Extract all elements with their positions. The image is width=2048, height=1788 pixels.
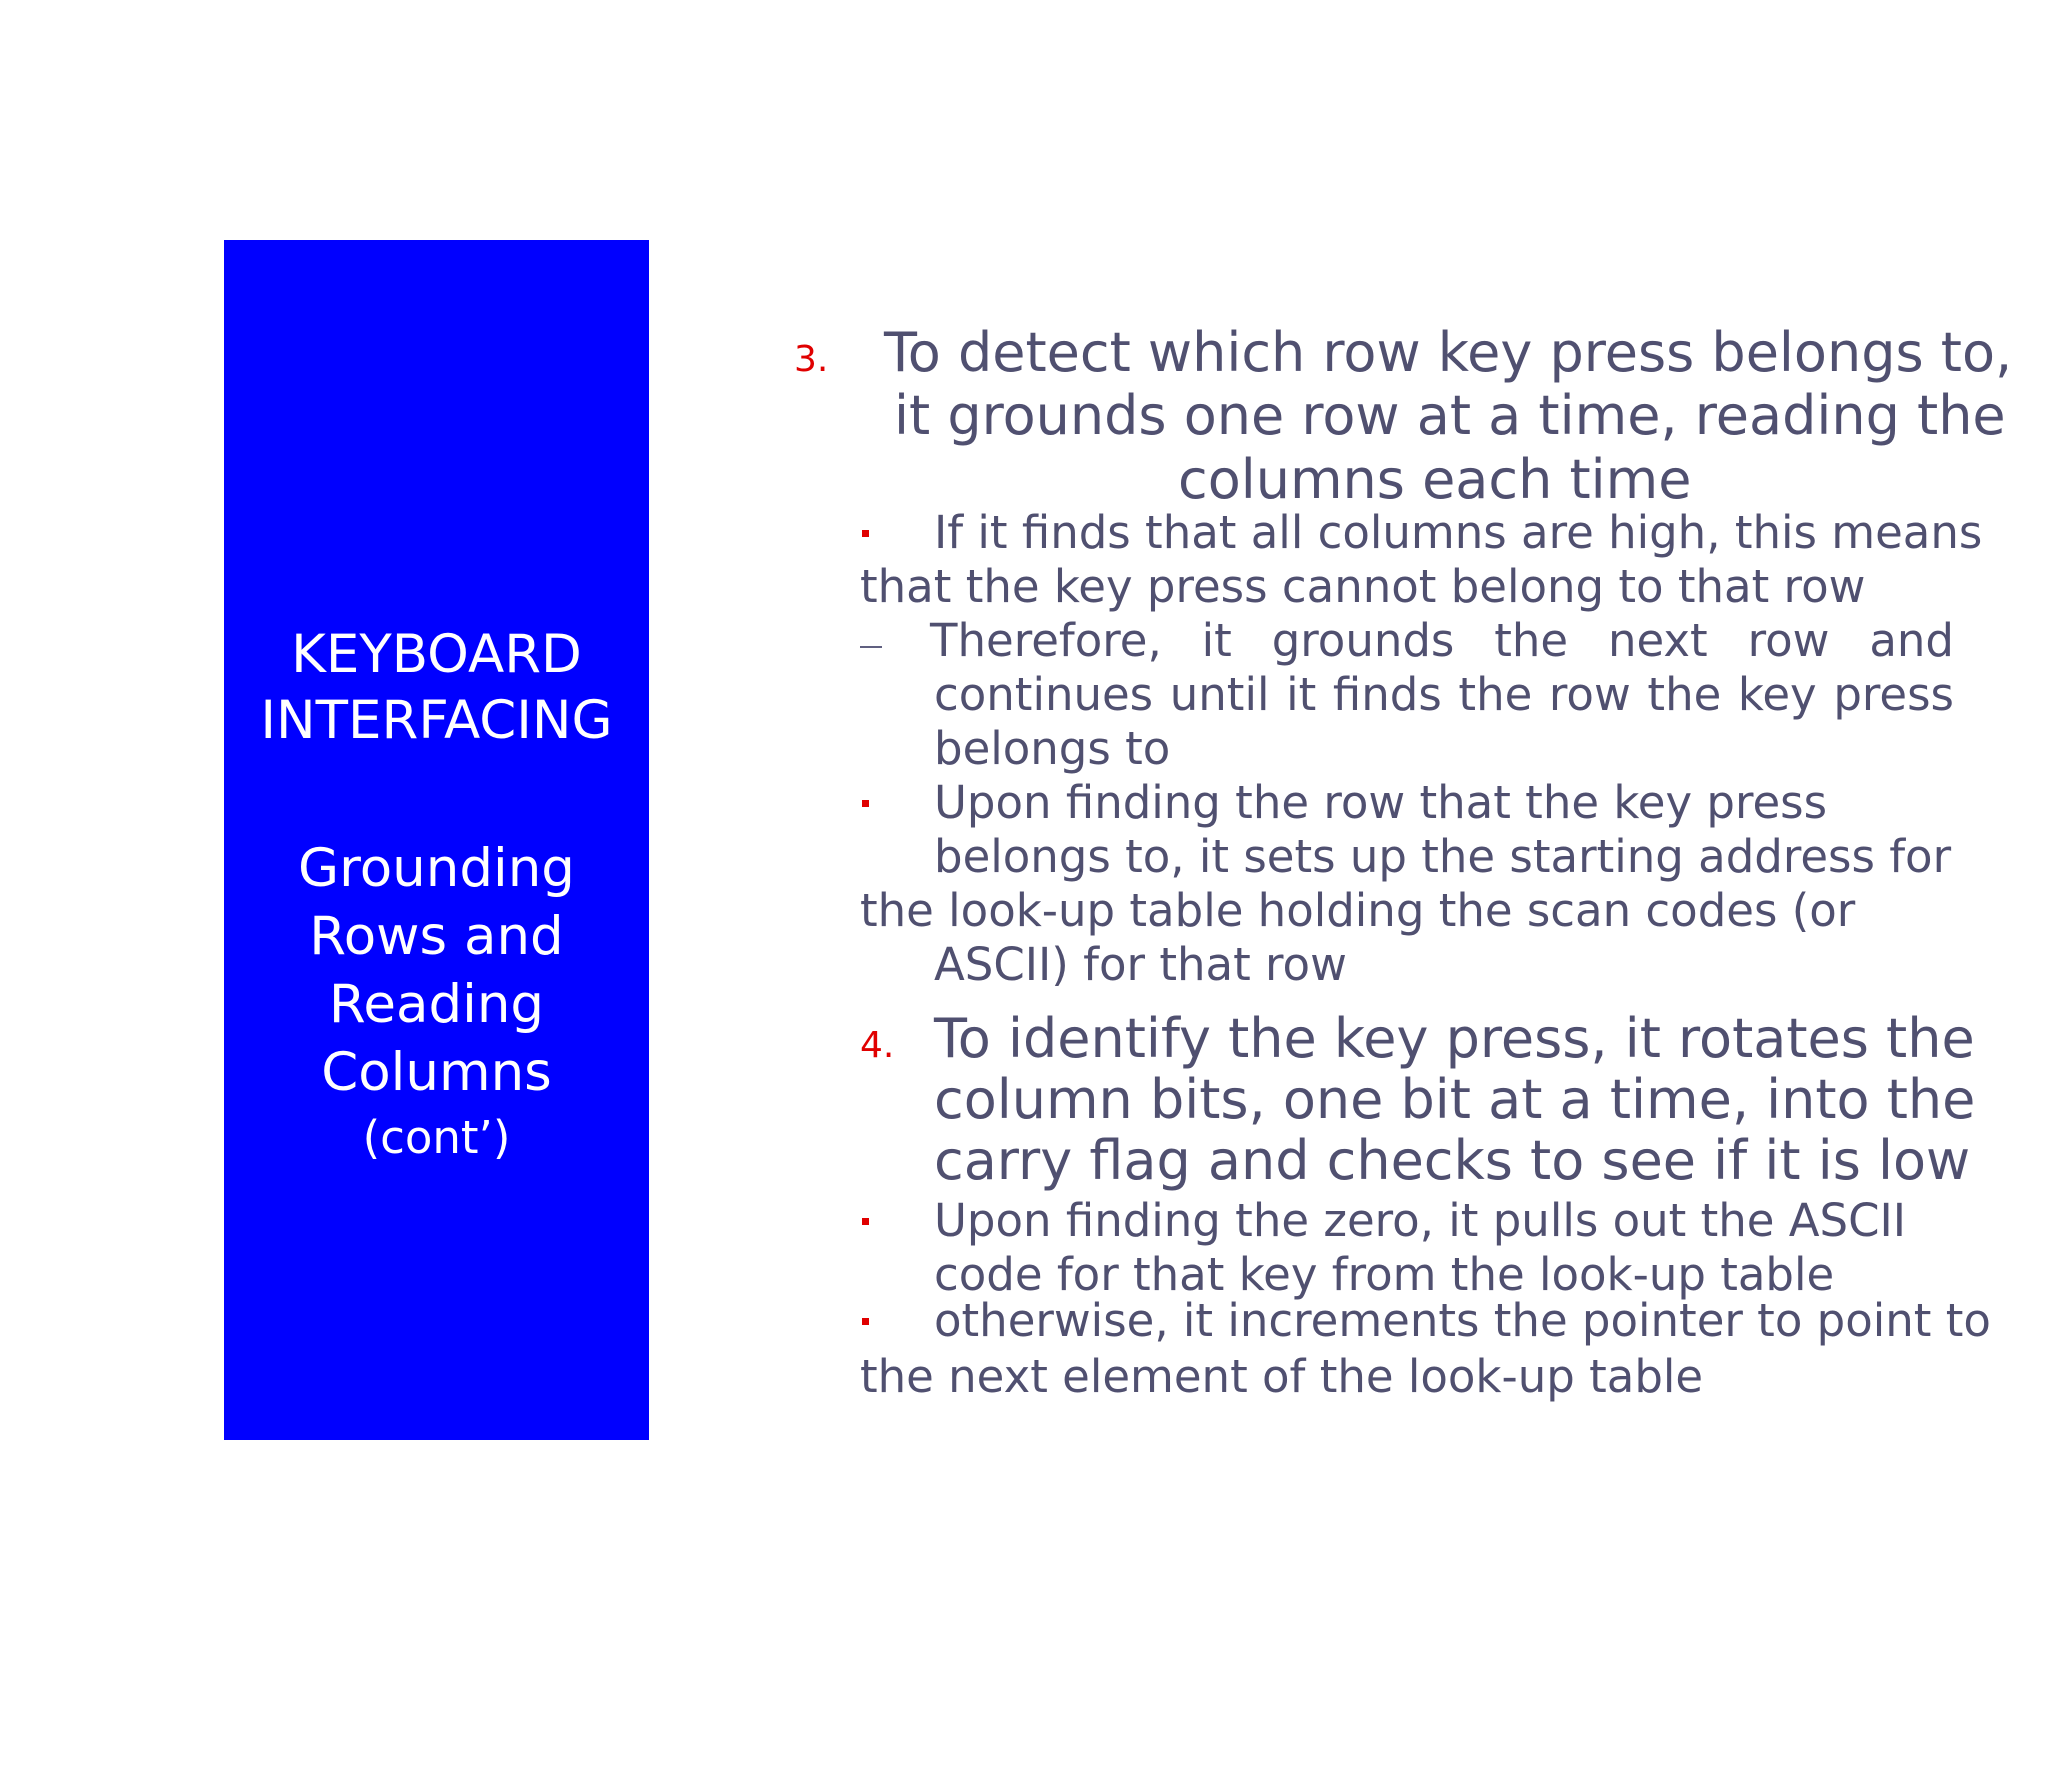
dash-marker bbox=[860, 646, 882, 648]
item-4-line-2: column bits, one bit at a time, into the bbox=[934, 1068, 1976, 1131]
item-3-bullet-2-line-2: belongs to, it sets up the starting address for bbox=[934, 830, 1952, 883]
item-4-bullet-1-line-2: code for that key from the look-up table bbox=[934, 1248, 1835, 1301]
item-3-dash-line-2: continues until it finds the row the key press bbox=[934, 668, 1954, 721]
item-4-bullet-2-line-2: the next element of the look-up table bbox=[860, 1350, 1704, 1403]
item-4-number: 4. bbox=[860, 1025, 895, 1066]
item-3-bullet-2-line-1: Upon finding the row that the key press bbox=[934, 776, 1828, 829]
bullet-marker bbox=[862, 530, 869, 537]
subtitle-line-3: Reading bbox=[328, 974, 545, 1035]
item-4-line-3: carry flag and checks to see if it is low bbox=[934, 1129, 1971, 1192]
item-3-dash-line-3: belongs to bbox=[934, 722, 1171, 775]
item-3-line-2: it grounds one row at a time, reading the bbox=[894, 384, 2006, 447]
item-4-line-1: To identify the key press, it rotates the bbox=[934, 1007, 1975, 1070]
item-4-bullet-1-line-1: Upon finding the zero, it pulls out the ASCII bbox=[934, 1194, 1907, 1247]
item-3-bullet-1-line-2: that the key press cannot belong to that row bbox=[860, 560, 1866, 613]
title-line-2: INTERFACING bbox=[260, 690, 613, 751]
title-line-1: KEYBOARD bbox=[291, 624, 582, 685]
item-3-line-3: columns each time bbox=[1178, 448, 1692, 511]
item-3-dash-line-1: Therefore, it grounds the next row and bbox=[930, 614, 1954, 667]
bullet-marker bbox=[862, 1218, 869, 1225]
bullet-marker bbox=[862, 1318, 869, 1325]
subtitle-line-2: Rows and bbox=[309, 906, 564, 967]
item-4-bullet-2-line-1: otherwise, it increments the pointer to point to bbox=[934, 1294, 1991, 1347]
subtitle-cont: (cont’) bbox=[362, 1111, 511, 1164]
subtitle-line-1: Grounding bbox=[298, 838, 575, 899]
item-3-number: 3. bbox=[794, 339, 829, 380]
subtitle-line-4: Columns bbox=[321, 1042, 552, 1103]
item-3-line-1: To detect which row key press belongs to, bbox=[884, 321, 2013, 384]
item-3-bullet-2-line-3: the look-up table holding the scan codes (or bbox=[860, 884, 1856, 937]
item-3-bullet-1-line-1: If it finds that all columns are high, this means bbox=[934, 506, 1983, 559]
item-3-bullet-2-line-4: ASCII) for that row bbox=[934, 938, 1347, 991]
title-panel bbox=[224, 240, 649, 1440]
bullet-marker bbox=[862, 800, 869, 807]
